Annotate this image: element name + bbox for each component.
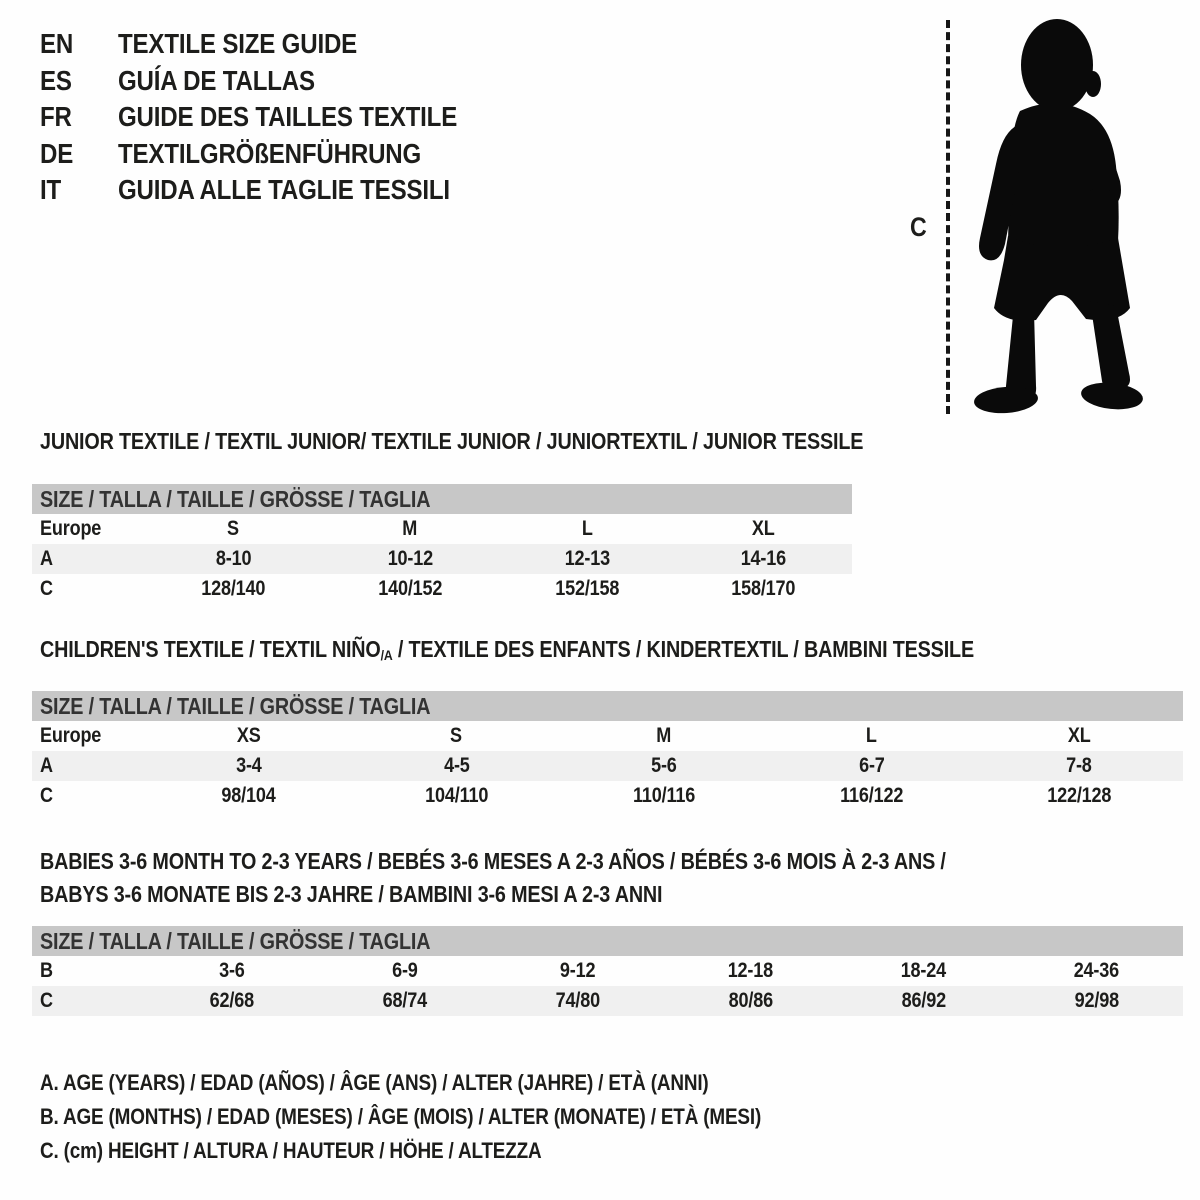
size-cell: M: [402, 517, 418, 540]
nino-a-subscript: /A: [380, 648, 393, 664]
row-label: B: [40, 959, 53, 982]
size-cell: M: [656, 724, 672, 747]
silhouette-left-leg: [1006, 306, 1036, 399]
size-header-row: SIZE / TALLA / TAILLE / GRÖSSE / TAGLIA: [32, 484, 852, 514]
babies-row-age-months: [32, 956, 1183, 986]
value-cell: 14-16: [740, 547, 787, 570]
silhouette-right-foot: [1080, 380, 1144, 412]
junior-row-age: [32, 544, 852, 574]
value-cell: 92/98: [1074, 989, 1119, 1012]
junior-row-height: [32, 574, 852, 604]
silhouette-ear: [1085, 71, 1101, 97]
value-cell: 10-12: [387, 547, 433, 570]
language-code: ES: [40, 64, 72, 96]
language-row-fr: [40, 99, 512, 136]
value-cell: 6-9: [391, 959, 418, 982]
babies-size-table: [32, 926, 1183, 1016]
size-header-row: SIZE / TALLA / TAILLE / GRÖSSE / TAGLIA: [32, 691, 1183, 721]
row-label: C: [40, 989, 53, 1012]
language-list: [40, 26, 512, 209]
value-cell: 3-4: [235, 754, 262, 777]
value-cell: 116/122: [840, 784, 904, 807]
language-row-it: [40, 172, 512, 209]
babies-section-title-line2: BABYS 3-6 MONATE BIS 2-3 JAHRE / BAMBINI 3-6 MESI A 2-3 ANNI: [40, 881, 663, 907]
language-code: DE: [40, 137, 74, 169]
size-cell: XL: [1067, 724, 1091, 747]
row-label: A: [40, 547, 53, 570]
value-cell: 86/92: [901, 989, 946, 1012]
language-title: TEXTILE SIZE GUIDE: [118, 28, 358, 60]
row-label: C: [40, 784, 53, 807]
toddler-silhouette: [960, 16, 1145, 420]
value-cell: 158/170: [731, 577, 796, 600]
language-title: GUIDA ALLE TAGLIE TESSILI: [118, 174, 450, 206]
value-cell: 152/158: [554, 577, 619, 600]
height-label-c: C: [910, 212, 927, 242]
size-cell: XS: [236, 724, 261, 747]
children-section-title: CHILDREN'S TEXTILE / TEXTIL NIÑO/A / TEXTILE DES ENFANTS / KINDERTEXTIL / BAMBINI TESSILE: [40, 636, 974, 664]
value-cell: 98/104: [221, 784, 276, 807]
value-cell: 128/140: [201, 577, 266, 600]
junior-row-europe: [32, 514, 852, 544]
size-header-row: SIZE / TALLA / TAILLE / GRÖSSE / TAGLIA: [32, 926, 1183, 956]
row-label: Europe: [40, 724, 102, 747]
language-row-es: [40, 63, 512, 100]
value-cell: 5-6: [651, 754, 677, 777]
children-size-table: [32, 691, 1183, 811]
children-row-age: [32, 751, 1183, 781]
babies-section-title-line1: BABIES 3-6 MONTH TO 2-3 YEARS / BEBÉS 3-6 MESES A 2-3 AÑOS / BÉBÉS 3-6 MOIS À 2-3 ANS /: [40, 848, 946, 874]
children-row-height: [32, 781, 1183, 811]
size-cell: L: [866, 724, 878, 747]
children-row-europe: [32, 721, 1183, 751]
silhouette-right-forearm: [1086, 188, 1114, 208]
legend-line-c: C. (cm) HEIGHT / ALTURA / HAUTEUR / HÖHE / ALTEZZA: [40, 1138, 542, 1163]
value-cell: 24-36: [1073, 959, 1120, 982]
language-row-de: [40, 136, 512, 173]
value-cell: 104/110: [424, 784, 488, 807]
value-cell: 7-8: [1066, 754, 1092, 777]
value-cell: 4-5: [443, 754, 470, 777]
language-code: IT: [40, 174, 62, 206]
value-cell: 80/86: [728, 989, 773, 1012]
silhouette-right-leg: [1090, 301, 1130, 390]
size-cell: S: [450, 724, 463, 747]
value-cell: 9-12: [559, 959, 596, 982]
language-title: GUIDE DES TAILLES TEXTILE: [118, 101, 458, 133]
value-cell: 12-18: [727, 959, 774, 982]
value-cell: 18-24: [900, 959, 947, 982]
size-cell: XL: [752, 517, 775, 540]
language-code: FR: [40, 101, 72, 133]
value-cell: 62/68: [209, 989, 254, 1012]
value-cell: 74/80: [555, 989, 600, 1012]
value-cell: 110/116: [632, 784, 696, 807]
legend-line-a: A. AGE (YEARS) / EDAD (AÑOS) / ÂGE (ANS) / ALTER (JAHRE) / ETÀ (ANNI): [40, 1070, 709, 1095]
row-label: C: [40, 577, 53, 600]
value-cell: 3-6: [218, 959, 245, 982]
size-cell: L: [581, 517, 593, 540]
language-row-en: [40, 26, 512, 63]
silhouette-head: [1021, 19, 1093, 111]
height-dashed-line: [946, 20, 950, 414]
value-cell: 68/74: [382, 989, 427, 1012]
row-label: Europe: [40, 517, 102, 540]
language-title: TEXTILGRÖßENFÜHRUNG: [118, 137, 422, 169]
legend-line-b: B. AGE (MONTHS) / EDAD (MESES) / ÂGE (MOIS) / ALTER (MONATE) / ETÀ (MESI): [40, 1104, 762, 1129]
legend: [40, 1066, 878, 1168]
value-cell: 6-7: [858, 754, 885, 777]
size-cell: S: [227, 517, 240, 540]
junior-size-table: [32, 484, 852, 604]
junior-section-title: JUNIOR TEXTILE / TEXTIL JUNIOR/ TEXTILE JUNIOR / JUNIORTEXTIL / JUNIOR TESSILE: [40, 428, 864, 454]
language-title: GUÍA DE TALLAS: [118, 64, 315, 96]
value-cell: 12-13: [564, 547, 610, 570]
value-cell: 140/152: [378, 577, 443, 600]
language-code: EN: [40, 28, 74, 60]
value-cell: 122/128: [1047, 784, 1112, 807]
row-label: A: [40, 754, 53, 777]
babies-row-height: [32, 986, 1183, 1016]
value-cell: 8-10: [215, 547, 252, 570]
